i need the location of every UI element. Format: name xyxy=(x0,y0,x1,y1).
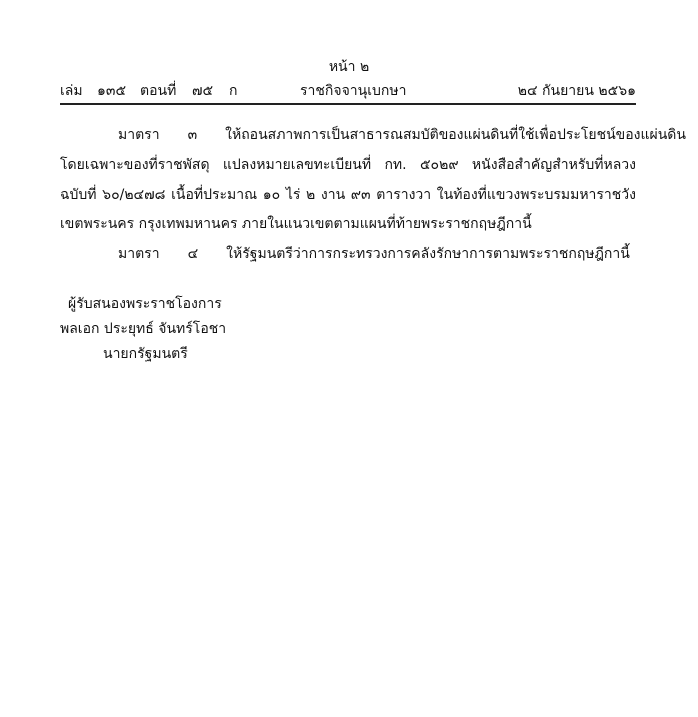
countersign-label: ผู้รับสนองพระราชโองการ xyxy=(68,296,222,312)
paragraph-line: โดยเฉพาะของที่ราชพัสดุ แปลงหมายเลขทะเบียนที่ กท. ๕๐๒๙ หนังสือสำคัญสำหรับที่หลวง xyxy=(60,157,636,173)
section-letter: ก xyxy=(229,83,238,99)
section-4-line xyxy=(118,243,636,265)
paragraph-line: เขตพระนคร กรุงเทพมหานคร ภายในแนวเขตตามแผนที่ท้ายพระราชกฤษฎีกานี้ xyxy=(60,216,532,232)
section-label: มาตรา xyxy=(118,127,160,143)
issue-number: ๗๕ xyxy=(192,83,214,99)
signatory-title: นายกรัฐมนตรี xyxy=(103,346,188,362)
section-3-first-line xyxy=(118,124,686,146)
paragraph-line: ฉบับที่ ๖๐/๒๔๗๘ เนื้อที่ประมาณ ๑๐ ไร่ ๒ งาน ๙๓ ตารางวา ในท้องที่แขวงพระบรมมหาราชวัง xyxy=(60,187,636,203)
header-rule xyxy=(60,103,636,105)
paragraph-text: ให้ถอนสภาพการเป็นสาธารณสมบัติของแผ่นดินที่ใช้เพื่อประโยชน์ของแผ่นดิน xyxy=(225,127,686,143)
publication-date: ๒๔ กันยายน ๒๕๖๑ xyxy=(517,83,636,99)
issue-label: ตอนที่ xyxy=(140,83,177,99)
page-number: หน้า ๒ xyxy=(328,59,370,75)
section-number: ๔ xyxy=(187,246,199,262)
signatory-name: พลเอก ประยุทธ์ จันทร์โอชา xyxy=(60,321,227,337)
volume-label: เล่ม xyxy=(60,83,83,99)
publication-name: ราชกิจจานุเบกษา xyxy=(300,83,407,99)
section-label: มาตรา xyxy=(118,246,160,262)
section-number: ๓ xyxy=(187,127,198,143)
paragraph-text: ให้รัฐมนตรีว่าการกระทรวงการคลังรักษาการตามพระราชกฤษฎีกานี้ xyxy=(226,246,630,262)
volume-number: ๑๓๕ xyxy=(97,83,127,99)
